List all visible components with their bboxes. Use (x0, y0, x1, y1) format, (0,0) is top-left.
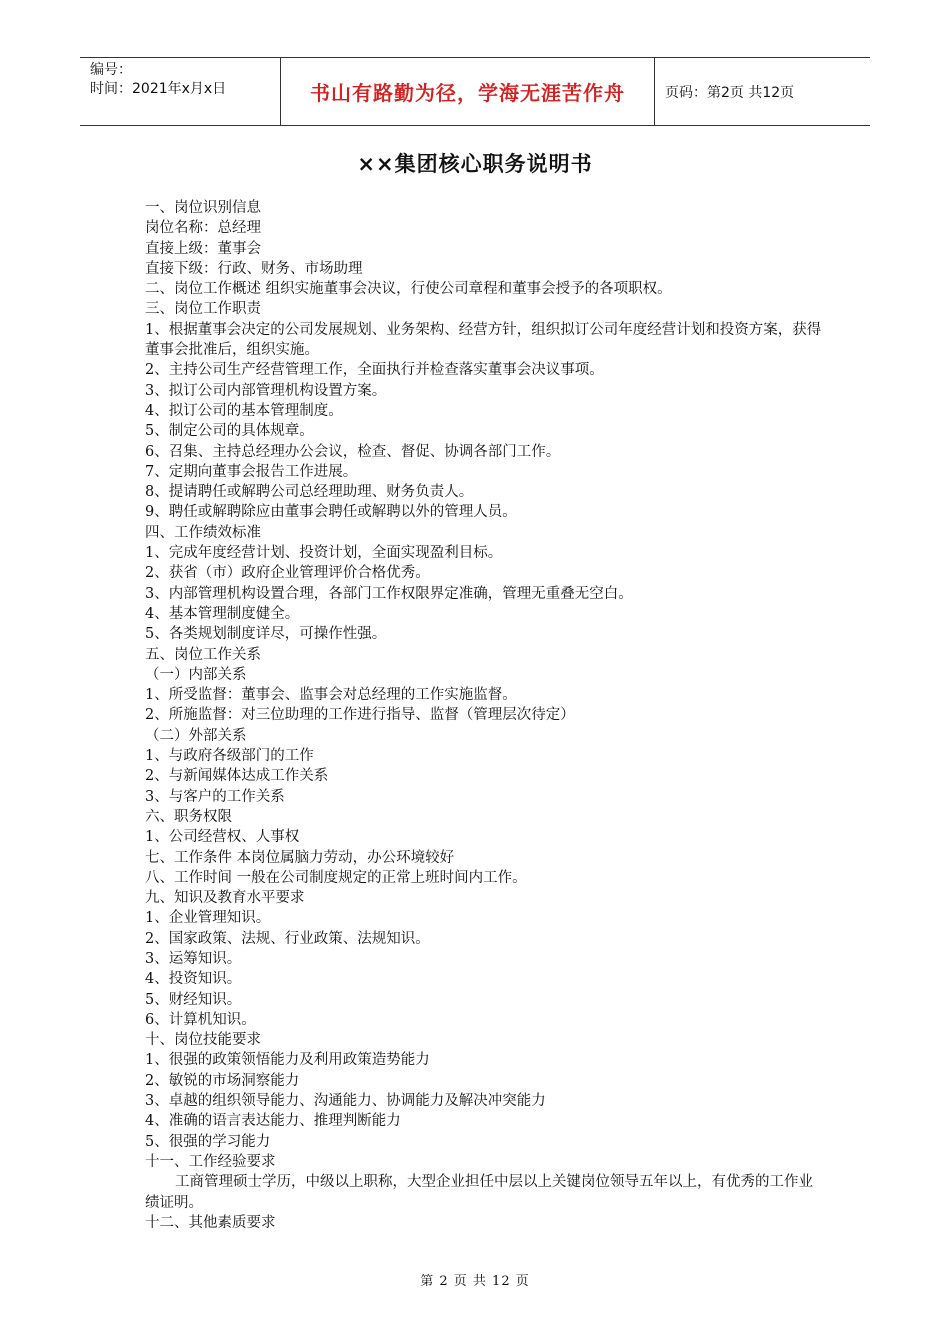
page-footer: 第 2 页 共 12 页 (420, 1274, 530, 1289)
text-line: 1、与政府各级部门的工作 (145, 748, 314, 765)
text-line: 4、基本管理制度健全。 (145, 605, 300, 622)
section-heading: 十一、工作经验要求 (145, 1153, 276, 1170)
text-line: 5、很强的学习能力 (145, 1133, 271, 1150)
subsection-heading: （一）内部关系 (145, 666, 247, 683)
section-heading: 十、岗位技能要求 (145, 1032, 261, 1049)
text-line: 3、内部管理机构设置合理，各部门工作权限界定准确，管理无重叠无空白。 (145, 585, 633, 602)
text-line: 2、敏锐的市场洞察能力 (145, 1072, 300, 1089)
section-heading: 八、工作时间 一般在公司制度规定的正常上班时间内工作。 (145, 869, 527, 886)
text-line: 4、投资知识。 (145, 971, 242, 988)
section-heading: 十二、其他素质要求 (145, 1214, 276, 1231)
text-line: 6、召集、主持总经理办公会议，检查、督促、协调各部门工作。 (145, 443, 561, 460)
text-line: 4、拟订公司的基本管理制度。 (145, 402, 343, 419)
paragraph: 工商管理硕士学历，中级以上职称，大型企业担任中层以上关键岗位领导五年以上，有优秀的工作业绩证明。 (145, 1174, 813, 1211)
text-line: 5、制定公司的具体规章。 (145, 423, 314, 440)
text-line: 3、卓越的组织领导能力、沟通能力、协调能力及解决冲突能力 (145, 1093, 546, 1110)
document-title: ××集团核心职务说明书 (357, 152, 593, 176)
text-line: 4、准确的语言表达能力、推理判断能力 (145, 1113, 401, 1130)
text-line: 2、主持公司生产经营管理工作，全面执行并检查落实董事会决议事项。 (145, 362, 604, 379)
text-line: 直接上级：董事会 (145, 240, 261, 257)
text-line: 1、根据董事会决定的公司发展规划、业务架构、经营方针，组织拟订公司年度经营计划和投资方案，获得董事会批准后，组织实施。 (145, 321, 822, 359)
subsection-heading: （二）外部关系 (145, 727, 247, 744)
text-line: 5、各类规划制度详尽，可操作性强。 (145, 626, 387, 643)
text-line: 5、财经知识。 (145, 991, 242, 1008)
section-heading: 七、工作条件 本岗位属脑力劳动，办公环境较好 (145, 849, 455, 866)
text-line: 1、公司经营权、人事权 (145, 829, 300, 846)
section-heading: 四、工作绩效标准 (145, 524, 261, 541)
section-heading: 二、岗位工作概述 组织实施董事会决议，行使公司章程和董事会授予的各项职权。 (145, 281, 672, 298)
document-body (145, 198, 825, 1233)
text-line: 3、拟订公司内部管理机构设置方案。 (145, 382, 387, 399)
text-line: 8、提请聘任或解聘公司总经理助理、财务负责人。 (145, 484, 474, 501)
text-line: 7、定期向董事会报告工作进展。 (145, 463, 358, 480)
text-line: 1、企业管理知识。 (145, 910, 271, 927)
section-heading: 五、岗位工作关系 (145, 646, 261, 663)
text-line: 岗位名称：总经理 (145, 220, 261, 237)
header-table (80, 57, 870, 126)
text-line: 直接下级：行政、财务、市场助理 (145, 260, 363, 277)
text-line: 2、与新闻媒体达成工作关系 (145, 768, 329, 785)
text-line: 1、很强的政策领悟能力及利用政策造势能力 (145, 1052, 430, 1069)
text-line: 6、计算机知识。 (145, 1011, 256, 1028)
text-line: 3、运筹知识。 (145, 950, 242, 967)
section-heading: 六、职务权限 (145, 808, 232, 825)
section-heading: 三、岗位工作职责 (145, 301, 261, 318)
text-line: 2、获省（市）政府企业管理评价合格优秀。 (145, 565, 430, 582)
text-line: 3、与客户的工作关系 (145, 788, 285, 805)
section-heading: 一、岗位识别信息 (145, 200, 261, 216)
text-line: 1、所受监督：董事会、监事会对总经理的工作实施监督。 (145, 687, 517, 704)
document-number-label: 编号： (90, 62, 132, 78)
header-meta (80, 58, 281, 125)
text-line: 2、所施监督：对三位助理的工作进行指导、监督（管理层次待定） (145, 707, 575, 724)
text-line: 2、国家政策、法规、行业政策、法规知识。 (145, 930, 430, 947)
header-page-info: 页码：第2页 共12页 (665, 84, 795, 101)
header-slogan: 书山有路勤为径，学海无涯苦作舟 (281, 58, 655, 125)
document-time: 时间：2021年x月x日 (90, 81, 227, 97)
text-line: 1、完成年度经营计划、投资计划，全面实现盈利目标。 (145, 545, 503, 562)
text-line: 9、聘任或解聘除应由董事会聘任或解聘以外的管理人员。 (145, 504, 517, 521)
section-heading: 九、知识及教育水平要求 (145, 890, 305, 907)
